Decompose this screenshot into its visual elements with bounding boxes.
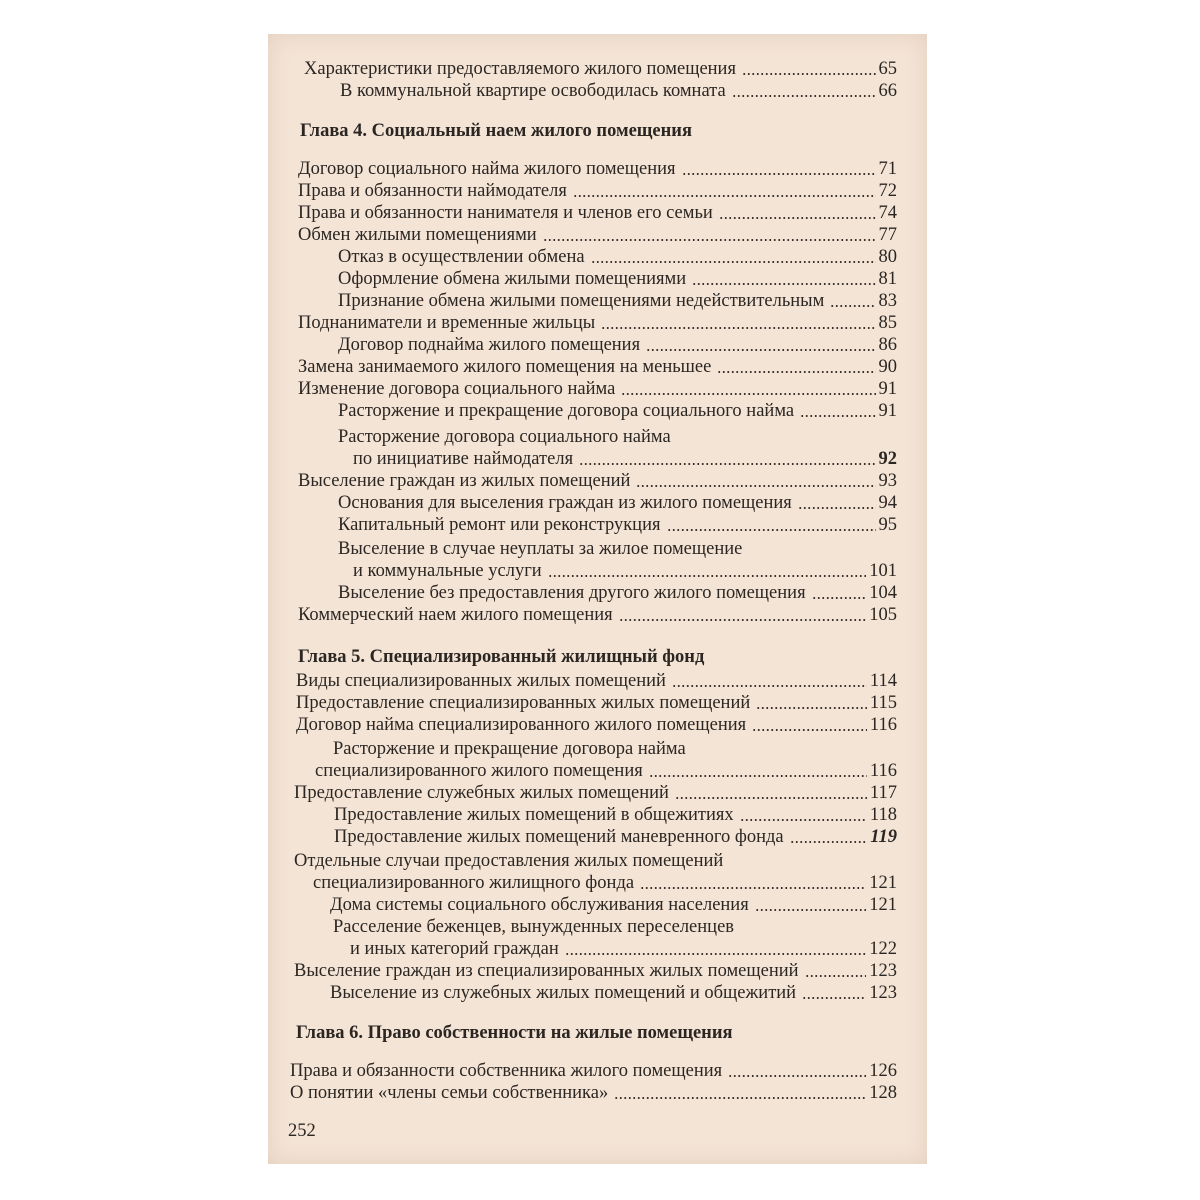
toc-entry-title: Основания для выселения граждан из жилого помещения: [338, 493, 792, 513]
toc-entry-page: 121: [869, 895, 897, 915]
leader-dots: [682, 173, 876, 175]
toc-entry-page: 71: [878, 159, 897, 179]
chapter-heading: Глава 4. Социальный наем жилого помещения: [300, 121, 692, 141]
toc-entry-title: по инициативе наймодателя: [353, 449, 574, 469]
toc-entry-first-line: Отдельные случаи предоставления жилых помещений: [294, 851, 724, 871]
toc-entry-page: 121: [869, 873, 897, 893]
leader-dots: [565, 953, 866, 955]
leader-dots: [573, 195, 876, 197]
toc-entry-page: 123: [869, 961, 897, 981]
toc-entry-title: Выселение без предоставления другого жилого помещения: [338, 583, 806, 603]
toc-entry-page: 101: [869, 561, 897, 581]
toc-entry-title: Предоставление служебных жилых помещений: [294, 783, 669, 803]
toc-entry-title: О понятии «члены семьи собственника»: [290, 1083, 609, 1103]
leader-dots: [802, 997, 866, 999]
leader-dots: [830, 305, 875, 307]
leader-dots: [800, 415, 875, 417]
toc-entry-page: 86: [878, 335, 897, 355]
leader-dots: [812, 597, 867, 599]
toc-entry: [296, 714, 897, 736]
toc-entry-title: Выселение граждан из специализированных жилых помещений: [294, 961, 799, 981]
chapter-heading: Глава 5. Специализированный жилищный фонд: [298, 647, 705, 667]
toc-entry: [338, 582, 897, 604]
toc-entry-title: Договор найма специализированного жилого помещения: [296, 715, 747, 735]
toc-entry-first-line: Расторжение и прекращение договора найма: [333, 739, 686, 759]
toc-entry-title: Отказ в осуществлении обмена: [338, 247, 585, 267]
leader-dots: [601, 327, 875, 329]
toc-entry-page: 94: [878, 493, 897, 513]
toc-entry: [340, 80, 897, 102]
leader-dots: [719, 217, 876, 219]
toc-entry: [298, 312, 897, 334]
toc-entry: [330, 982, 897, 1004]
leader-dots: [805, 975, 867, 977]
toc-entry-page: 90: [878, 357, 897, 377]
toc-entry: [298, 202, 897, 224]
toc-entry-page: 77: [878, 225, 897, 245]
toc-entry-page: 91: [878, 401, 897, 421]
toc-entry-page: 116: [869, 715, 897, 735]
toc-entry-page: 123: [869, 983, 897, 1003]
toc-entry: [338, 400, 897, 422]
toc-entry: [353, 448, 897, 470]
toc-entry-title: Предоставление специализированных жилых помещений: [296, 693, 751, 713]
leader-dots: [591, 261, 876, 263]
leader-dots: [614, 1097, 866, 1099]
toc-entry-page: 91: [878, 379, 897, 399]
leader-dots: [543, 239, 876, 241]
toc-entry: [298, 470, 897, 492]
leader-dots: [740, 819, 867, 821]
toc-entry: [296, 670, 897, 692]
toc-entry: [294, 782, 897, 804]
leader-dots: [798, 507, 876, 509]
toc-entry: [334, 804, 897, 826]
toc-entry: [296, 692, 897, 714]
toc-entry-title: Расторжение и прекращение договора социального найма: [338, 401, 795, 421]
toc-entry: [294, 960, 897, 982]
toc-entry-page: 83: [878, 291, 897, 311]
leader-dots: [636, 485, 875, 487]
book-page: [268, 34, 927, 1164]
toc-entry-first-line: Выселение в случае неуплаты за жилое помещение: [338, 539, 743, 559]
toc-entry: [338, 268, 897, 290]
leader-dots: [742, 73, 876, 75]
toc-entry-title: Права и обязанности наймодателя: [298, 181, 567, 201]
toc-entry-page: 81: [878, 269, 897, 289]
chapter-heading: Глава 6. Право собственности на жилые помещения: [296, 1023, 733, 1043]
leader-dots: [675, 797, 867, 799]
leader-dots: [672, 685, 867, 687]
toc-entry-page: 80: [878, 247, 897, 267]
leader-dots: [649, 775, 867, 777]
toc-entry: [298, 180, 897, 202]
toc-entry-page: 104: [869, 583, 897, 603]
toc-entry-title: Признание обмена жилыми помещениями недействительным: [338, 291, 825, 311]
toc-entry-title: специализированного жилищного фонда: [313, 873, 635, 893]
toc-entry: [290, 1082, 897, 1104]
toc-entry-first-line: Расторжение договора социального найма: [338, 427, 671, 447]
toc-entry-title: Виды специализированных жилых помещений: [296, 671, 666, 691]
toc-entry-title: Поднаниматели и временные жильцы: [298, 313, 596, 333]
toc-entry-page: 72: [878, 181, 897, 201]
toc-entry-page: 122: [869, 939, 897, 959]
toc-entry: [290, 1060, 897, 1082]
toc-entry-title: Характеристики предоставляемого жилого помещения: [304, 59, 736, 79]
toc-entry-title: Капитальный ремонт или реконструкция: [338, 515, 661, 535]
toc-entry-title: Права и обязанности нанимателя и членов его семьи: [298, 203, 713, 223]
toc-entry-title: специализированного жилого помещения: [315, 761, 643, 781]
toc-entry: [298, 604, 897, 626]
leader-dots: [755, 909, 867, 911]
leader-dots: [579, 463, 875, 465]
leader-dots: [646, 349, 875, 351]
toc-entry-page: 66: [878, 81, 897, 101]
toc-entry-title: Договор социального найма жилого помещения: [298, 159, 676, 179]
toc-entry-title: Договор поднайма жилого помещения: [338, 335, 641, 355]
toc-entry-page: 118: [869, 805, 897, 825]
toc-entry-page: 128: [869, 1083, 897, 1103]
leader-dots: [621, 393, 875, 395]
toc-entry-title: Выселение из служебных жилых помещений и общежитий: [330, 983, 797, 1003]
toc-entry: [338, 514, 897, 536]
toc-entry-page: 117: [869, 783, 897, 803]
toc-entry: [298, 378, 897, 400]
toc-entry-page: 116: [869, 761, 897, 781]
toc-entry-page: 85: [878, 313, 897, 333]
leader-dots: [667, 529, 876, 531]
toc-entry-title: Предоставление жилых помещений в общежитиях: [334, 805, 734, 825]
leader-dots: [732, 95, 876, 97]
toc-entry-title: Выселение граждан из жилых помещений: [298, 471, 631, 491]
leader-dots: [548, 575, 867, 577]
toc-entry: [338, 290, 897, 312]
toc-entry: [298, 356, 897, 378]
toc-entry-title: Замена занимаемого жилого помещения на меньшее: [298, 357, 712, 377]
toc-entry: [313, 872, 897, 894]
toc-entry-page: 114: [869, 671, 897, 691]
toc-entry: [304, 58, 897, 80]
toc-entry: [338, 246, 897, 268]
toc-entry-page: 93: [878, 471, 897, 491]
toc-entry-title: Дома системы социального обслуживания населения: [330, 895, 749, 915]
toc-entry-page: 74: [878, 203, 897, 223]
toc-entry: [334, 826, 897, 848]
toc-entry-title: Коммерческий наем жилого помещения: [298, 605, 613, 625]
leader-dots: [619, 619, 867, 621]
toc-entry: [315, 760, 897, 782]
toc-entry-page: 119: [870, 827, 897, 847]
toc-entry: [338, 492, 897, 514]
leader-dots: [756, 707, 867, 709]
toc-entry-title: Оформление обмена жилыми помещениями: [338, 269, 687, 289]
toc-entry-page: 115: [869, 693, 897, 713]
toc-entry-page: 126: [869, 1061, 897, 1081]
toc-entry-page: 105: [869, 605, 897, 625]
toc-entry: [350, 938, 897, 960]
toc-entry-title: Обмен жилыми помещениями: [298, 225, 537, 245]
toc-entry-page: 65: [878, 59, 897, 79]
toc-entry-title: Права и обязанности собственника жилого помещения: [290, 1061, 723, 1081]
toc-entry: [330, 894, 897, 916]
toc-entry: [353, 560, 897, 582]
page-number: 252: [288, 1121, 316, 1141]
toc-entry-title: В коммунальной квартире освободилась комната: [340, 81, 726, 101]
toc-entry-title: и коммунальные услуги: [353, 561, 542, 581]
toc-entry-title: и иных категорий граждан: [350, 939, 559, 959]
leader-dots: [692, 283, 875, 285]
leader-dots: [728, 1075, 866, 1077]
leader-dots: [717, 371, 875, 373]
leader-dots: [790, 841, 868, 843]
toc-entry: [298, 158, 897, 180]
toc-entry-page: 95: [878, 515, 897, 535]
leader-dots: [640, 887, 866, 889]
toc-entry: [298, 224, 897, 246]
toc-entry-title: Предоставление жилых помещений маневренного фонда: [334, 827, 784, 847]
leader-dots: [752, 729, 867, 731]
toc-entry: [338, 334, 897, 356]
toc-entry-page: 92: [878, 449, 897, 469]
toc-entry-title: Изменение договора социального найма: [298, 379, 616, 399]
toc-entry-first-line: Расселение беженцев, вынужденных переселенцев: [333, 917, 735, 937]
